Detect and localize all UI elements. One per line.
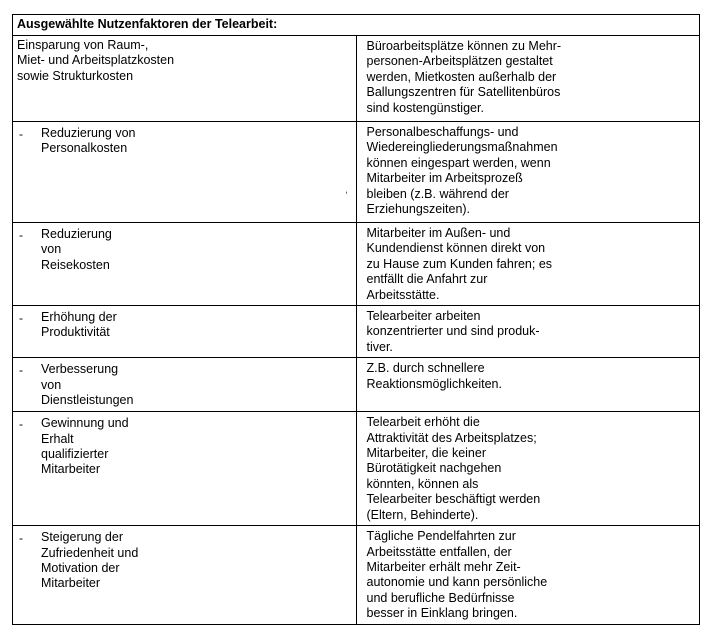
table-row	[13, 223, 700, 306]
factor-text: Reduzierung von Personalkosten	[41, 126, 136, 156]
factor-cell	[13, 36, 357, 122]
factor-cell	[13, 122, 357, 223]
factor-text: Erhöhung der Produktivität	[41, 310, 117, 340]
description-text: Z.B. durch schnellere Reaktionsmöglichkeiten.	[366, 361, 502, 391]
bullet-dash: -	[19, 127, 23, 141]
table-row	[13, 526, 700, 624]
table-row	[13, 122, 700, 223]
factor-cell	[13, 412, 357, 526]
description-cell	[356, 358, 700, 412]
table-row	[13, 358, 700, 412]
description-text: Mitarbeiter im Außen- und Kundendienst können direkt von zu Hause zum Kunden fahren; es entfällt die Anfahrt zur Arbeitsstätte.	[366, 226, 553, 302]
table-row	[13, 306, 700, 358]
bullet-dash: -	[19, 417, 23, 432]
description-text: Tägliche Pendelfahrten zur Arbeitsstätte entfallen, der Mitarbeiter erhält mehr Zeit- autonomie und kann persönliche und berufliche Bedürfnisse besser in Einklang bringen.	[366, 529, 548, 621]
scan-mark: ‘	[345, 190, 348, 200]
factor-cell	[13, 223, 357, 306]
description-text: Personalbeschaffungs- und Wiedereingliederungsmaßnahmen können eingespart werden, wenn Mitarbeiter im Arbeitsprozeß bleiben (z.B. während der Erziehungszeiten).	[366, 125, 558, 217]
table-row	[13, 412, 700, 526]
table-row	[13, 36, 700, 122]
factor-cell	[13, 306, 357, 358]
description-text: Büroarbeitsplätze können zu Mehr- personen-Arbeitsplätzen gestaltet werden, Mietkosten außerhalb der Ballungszentren für Satellitenbüros sind kostengünstiger.	[366, 39, 562, 115]
bullet-dash: -	[19, 311, 23, 326]
benefit-factors-table	[12, 14, 700, 625]
factor-cell	[13, 526, 357, 624]
factor-text: Steigerung der Zufriedenheit und Motivation der Mitarbeiter	[41, 530, 139, 591]
description-cell	[356, 306, 700, 358]
description-cell	[356, 526, 700, 624]
description-text: Telearbeiter arbeiten konzentrierter und sind produk- tiver.	[366, 309, 540, 354]
factor-cell	[13, 358, 357, 412]
bullet-dash: -	[19, 531, 23, 546]
factor-text: Gewinnung und Erhalt qualifizierter Mitarbeiter	[41, 416, 129, 477]
description-cell	[356, 412, 700, 526]
description-cell	[356, 223, 700, 306]
factor-text: Reduzierung von Reisekosten	[41, 227, 112, 272]
bullet-dash: -	[19, 228, 23, 242]
description-cell	[356, 122, 700, 223]
table-header-row	[13, 15, 700, 36]
table-title: Ausgewählte Nutzenfaktoren der Telearbeit:	[13, 15, 700, 36]
factor-text: Einsparung von Raum-, Miet- und Arbeitsplatzkosten sowie Strukturkosten	[17, 38, 175, 83]
factor-text: Verbesserung von Dienstleistungen	[41, 362, 134, 408]
bullet-dash: -	[19, 363, 23, 378]
description-cell	[356, 36, 700, 122]
document-page	[12, 14, 700, 625]
description-text: Telearbeit erhöht die Attraktivität des Arbeitsplatzes; Mitarbeiter, die keiner Bürotätigkeit nachgehen könnten, können als Telearbeiter beschäftigt werden (Eltern, Behinderte).	[366, 415, 541, 522]
